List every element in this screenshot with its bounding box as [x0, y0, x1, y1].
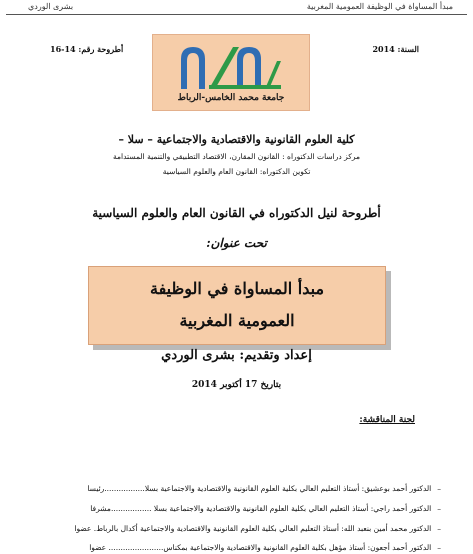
- running-header-right: مبدأ المساواة في الوظيفة العمومية المغربية: [306, 2, 453, 11]
- list-dash-icon: –: [437, 484, 441, 493]
- thesis-number-label: أطروحة رقم:: [78, 44, 124, 54]
- running-header-left: بشرى الوردي: [28, 2, 74, 11]
- header-rule: [6, 14, 467, 15]
- author: إعداد وتقديم: بشرى الوردي: [161, 348, 312, 363]
- research-center: مركز دراسات الدكتوراه : القانون المقارن، الاقتصاد التطبيقي والتنمية المستدامة: [113, 152, 360, 161]
- jury-member: [89, 543, 441, 552]
- defense-date: بتاريخ 17 أكتوبر 2014: [191, 380, 282, 390]
- jury-member: [87, 484, 441, 493]
- thesis-purpose: أطروحة لنيل الدكتوراه في القانون العام والعلوم السياسية: [92, 206, 381, 220]
- list-dash-icon: –: [437, 504, 441, 513]
- university-logo-block: [152, 34, 310, 111]
- doctoral-program: تكوين الدكتوراه: القانون العام والعلوم السياسية: [162, 167, 311, 176]
- university-name: جامعة محمد الخامس-الرباط: [177, 93, 285, 103]
- thesis-number-value: 16-14: [50, 44, 76, 54]
- thesis-number: [50, 44, 123, 54]
- list-dash-icon: –: [437, 543, 441, 552]
- jury-member: [74, 524, 441, 533]
- year-value: 2014: [372, 44, 395, 54]
- jury-member-text: الدكتور أحمد أجعون: أستاذ مؤهل بكلية العلوم القانونية والاقتصادية والاجتماعية بمكناس....................... عضوا: [89, 543, 432, 552]
- jury-member: [90, 504, 441, 513]
- thesis-title-panel: [88, 266, 386, 345]
- thesis-title-line2: العمومية المغربية: [179, 311, 295, 330]
- jury-member-text: الدكتور أحمد بوعشيق: أستاذ التعليم العالي بكلية العلوم القانونية والاقتصادية والاجتماعية بسلا.................رئيسا: [87, 484, 432, 493]
- year: [372, 44, 419, 54]
- jury-title: لجنة المناقشة:: [359, 415, 415, 425]
- under-title: تحت عنوان:: [206, 236, 267, 250]
- jury-member-text: الدكتور أحمد راجي: أستاذ التعليم العالي بكلية العلوم القانونية والاقتصادية والاجتماعية بسلا .................مشرفا: [90, 504, 432, 513]
- jury-member-text: الدكتور محمد أمين بنعبد الله: أستاذ التعليم العالي بكلية العلوم القانونية والاقتصادية والاجتماعية أكدال بالرباط. عضوا: [74, 524, 432, 533]
- thesis-title-line1: مبدأ المساواة في الوظيفة: [149, 279, 325, 298]
- year-label: السنة:: [397, 44, 419, 54]
- faculty-name: كلية العلوم القانونية والاقتصادية والاجتماعية – سلا –: [118, 133, 355, 146]
- university-logo-icon: [173, 41, 285, 91]
- list-dash-icon: –: [437, 524, 441, 533]
